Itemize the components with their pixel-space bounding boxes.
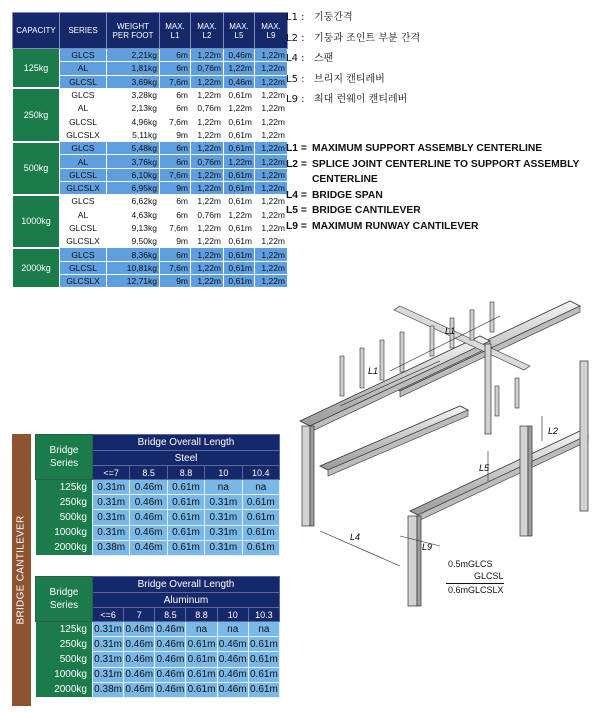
capacity-row [13, 248, 288, 261]
value-cell: 0,61m [224, 115, 255, 128]
value-cell: 0.61m [167, 510, 204, 525]
capacity-table [12, 12, 288, 289]
value-cell: 1,22m [191, 49, 224, 62]
series-cell: GLCSL [60, 115, 107, 128]
value-cell: 0,76m [191, 102, 224, 115]
value-cell: 0.46m [217, 682, 248, 697]
value-cell: 0.31m [205, 495, 242, 510]
value-cell: 1,22m [191, 261, 224, 274]
aluminum-material-label: Aluminum [93, 593, 280, 608]
value-cell: 0,61m [224, 235, 255, 248]
legend-text: BRIDGE CANTILEVER [312, 205, 421, 216]
series-cell: GLCS [60, 49, 107, 62]
value-cell: 4,63kg [107, 208, 160, 221]
dim-label-l2: L2 [548, 426, 559, 436]
value-cell: 0.31m [93, 480, 130, 495]
value-cell: 0.46m [155, 667, 186, 682]
value-cell: 1,22m [255, 155, 288, 168]
legend-item [286, 90, 420, 111]
legend-key: L9 : [286, 94, 305, 105]
value-cell: 1,22m [191, 275, 224, 288]
value-cell: 1,22m [191, 181, 224, 194]
value-cell: 1,22m [191, 75, 224, 88]
value-cell: 1,22m [255, 102, 288, 115]
value-cell: 0.46m [130, 525, 167, 540]
capacity-row [13, 49, 288, 62]
legend-key: L1 = [286, 143, 307, 154]
value-cell: 0.61m [167, 525, 204, 540]
capacity-cell: 250kg [36, 637, 93, 652]
legend-item [286, 141, 600, 157]
value-cell: 0.46m [124, 637, 155, 652]
value-cell: 0.61m [186, 667, 217, 682]
steel-row [36, 510, 280, 525]
capacity-cell: 500kg [36, 652, 93, 667]
steel-series-header: Bridge Series [36, 435, 93, 480]
value-cell: 0.61m [167, 495, 204, 510]
value-cell: 0.31m [93, 495, 130, 510]
steel-row [36, 525, 280, 540]
note-mid-series: GLCSL [474, 571, 504, 581]
value-cell: 0.46m [217, 652, 248, 667]
value-cell: 6m [160, 62, 191, 75]
aluminum-length-header: 8.5 [155, 608, 186, 622]
series-cell: AL [60, 102, 107, 115]
value-cell: 1,22m [191, 142, 224, 155]
note-divider [446, 583, 504, 584]
bridge-cantilever-side-bar [12, 434, 31, 706]
legend-english [286, 141, 600, 234]
value-cell: 0.46m [155, 682, 186, 697]
aluminum-length-header: 7 [124, 608, 155, 622]
capacity-table-body [13, 49, 288, 288]
bridge-cantilever-side-label: BRIDGE CANTILEVER [15, 515, 27, 625]
value-cell: 1,22m [255, 261, 288, 274]
aluminum-series-header: Bridge Series [36, 577, 93, 622]
value-cell: 0.46m [124, 652, 155, 667]
value-cell: 0.46m [130, 510, 167, 525]
value-cell: 1,22m [191, 168, 224, 181]
legend-text: 브리지 캔티레버 [314, 73, 385, 85]
series-note-bottom [448, 585, 504, 595]
dim-label-l9: L9 [422, 542, 433, 552]
series-cell: GLCSLX [60, 181, 107, 194]
value-cell: 0.61m [242, 510, 279, 525]
series-cell: AL [60, 155, 107, 168]
value-cell: 4,96kg [107, 115, 160, 128]
header-max-l2: MAX. L2 [191, 13, 224, 49]
value-cell: 1,22m [191, 128, 224, 141]
legend-text: 스팬 [314, 53, 334, 64]
steel-row [36, 480, 280, 495]
value-cell: 1,22m [224, 208, 255, 221]
steel-length-header: 8.8 [167, 466, 204, 480]
value-cell: 6m [160, 102, 191, 115]
legend-item [286, 49, 420, 70]
value-cell: 0.31m [93, 637, 124, 652]
series-cell: AL [60, 208, 107, 221]
series-cell: GLCSL [60, 75, 107, 88]
steel-cantilever-table [35, 434, 280, 556]
dim-label-l4: L4 [350, 532, 361, 542]
value-cell: 0.61m [242, 525, 279, 540]
aluminum-length-header: 10.3 [248, 608, 279, 622]
legend-item [286, 8, 420, 29]
series-cell: GLCS [60, 195, 107, 208]
value-cell: 0,61m [224, 248, 255, 261]
value-cell: 1,22m [255, 168, 288, 181]
value-cell: 7,6m [160, 75, 191, 88]
value-cell: 1,22m [255, 75, 288, 88]
value-cell: 1,22m [191, 88, 224, 101]
value-cell: 0.46m [217, 637, 248, 652]
series-cell: GLCS [60, 142, 107, 155]
legend-text: 최대 런웨이 캔티레버 [314, 94, 408, 105]
series-cell: GLCS [60, 248, 107, 261]
value-cell: 0.38m [93, 682, 124, 697]
capacity-cell: 2000kg [13, 248, 60, 288]
aluminum-row [36, 622, 280, 637]
value-cell: 10,81kg [107, 261, 160, 274]
value-cell: 0.61m [248, 652, 279, 667]
value-cell: 1,22m [255, 181, 288, 194]
legend-key: L2 : [286, 32, 305, 44]
value-cell: 1,22m [255, 88, 288, 101]
note-bottom-value: 0.6m [448, 585, 469, 595]
value-cell: na [217, 622, 248, 637]
value-cell: 1,22m [255, 221, 288, 234]
legend-text: 기둥과 조인트 부분 간격 [314, 32, 421, 44]
value-cell: 3,69kg [107, 75, 160, 88]
value-cell: 0,46m [224, 49, 255, 62]
series-cell: GLCSLX [60, 128, 107, 141]
note-bottom-series: GLCSLX [468, 585, 504, 595]
value-cell: 1,22m [224, 155, 255, 168]
value-cell: 1,22m [255, 275, 288, 288]
aluminum-cantilever-table [35, 576, 280, 698]
aluminum-table-body [36, 622, 280, 698]
aluminum-row [36, 637, 280, 652]
dim-label-l1-mid: L1 [368, 366, 379, 376]
value-cell: 9m [160, 235, 191, 248]
value-cell: na [242, 480, 279, 495]
capacity-cell: 2000kg [36, 540, 93, 555]
value-cell: 0,61m [224, 168, 255, 181]
value-cell: 0,61m [224, 181, 255, 194]
legend-item [286, 219, 600, 235]
value-cell: 6m [160, 88, 191, 101]
steel-length-header: 10 [205, 466, 242, 480]
value-cell: 6m [160, 142, 191, 155]
value-cell: 0.46m [130, 480, 167, 495]
legend-key: L4 : [286, 53, 305, 64]
value-cell: 0.46m [155, 637, 186, 652]
capacity-cell: 1000kg [13, 195, 60, 248]
steel-table-body [36, 480, 280, 556]
steel-row [36, 540, 280, 555]
legend-text: BRIDGE SPAN [312, 189, 383, 201]
value-cell: 1,22m [255, 115, 288, 128]
value-cell: 1,22m [255, 62, 288, 75]
legend-text: 기둥간격 [314, 12, 353, 23]
value-cell: 0.61m [186, 637, 217, 652]
capacity-cell: 250kg [36, 495, 93, 510]
value-cell: 0.46m [130, 495, 167, 510]
value-cell: 0,76m [191, 155, 224, 168]
value-cell: 0.31m [205, 510, 242, 525]
value-cell: 0,61m [224, 195, 255, 208]
value-cell: 12,71kg [107, 275, 160, 288]
value-cell: 5,48kg [107, 142, 160, 155]
legend-text: MAXIMUM RUNWAY CANTILEVER [312, 220, 479, 232]
value-cell: 1,22m [255, 208, 288, 221]
value-cell: 0,76m [191, 208, 224, 221]
series-cell: GLCSL [60, 221, 107, 234]
value-cell: 0.31m [93, 652, 124, 667]
aluminum-title: Bridge Overall Length [93, 577, 280, 593]
series-cell: AL [60, 62, 107, 75]
header-max-l1: MAX. L1 [160, 13, 191, 49]
value-cell: 0.31m [93, 667, 124, 682]
value-cell: 0,46m [224, 75, 255, 88]
steel-length-header: 8.5 [130, 466, 167, 480]
value-cell: 3,28kg [107, 88, 160, 101]
legend-item [286, 157, 600, 188]
value-cell: 0.31m [205, 525, 242, 540]
value-cell: 0,61m [224, 88, 255, 101]
legend-text: MAXIMUM SUPPORT ASSEMBLY CENTERLINE [312, 143, 543, 154]
note-top-value: 0.5m [448, 559, 469, 569]
legend-key: L5 : [286, 73, 305, 85]
value-cell: 7,6m [160, 168, 191, 181]
value-cell: 1,22m [224, 102, 255, 115]
capacity-row [13, 142, 288, 155]
legend-item [286, 29, 420, 50]
capacity-cell: 1000kg [36, 525, 93, 540]
value-cell: 0.61m [242, 495, 279, 510]
value-cell: 1,22m [255, 248, 288, 261]
steel-length-header: 10.4 [242, 466, 279, 480]
legend-key: L9 = [286, 220, 307, 232]
value-cell: 1,22m [191, 235, 224, 248]
steel-row [36, 495, 280, 510]
series-cell: GLCS [60, 88, 107, 101]
value-cell: 2,21kg [107, 49, 160, 62]
value-cell: na [248, 622, 279, 637]
value-cell: 1,81kg [107, 62, 160, 75]
header-max-l9: MAX. L9 [255, 13, 288, 49]
legend-key: L1 : [286, 12, 305, 23]
value-cell: 6,10kg [107, 168, 160, 181]
value-cell: 0.46m [155, 622, 186, 637]
aluminum-length-header: <=6 [93, 608, 124, 622]
aluminum-row [36, 667, 280, 682]
aluminum-row [36, 652, 280, 667]
legend-item [286, 203, 600, 219]
value-cell: 0,61m [224, 275, 255, 288]
support-columns [302, 344, 588, 606]
header-capacity: CAPACITY [13, 13, 60, 49]
aluminum-length-header: 10 [217, 608, 248, 622]
value-cell: 0.46m [130, 540, 167, 555]
aluminum-row [36, 682, 280, 697]
value-cell: 9m [160, 128, 191, 141]
value-cell: 3,76kg [107, 155, 160, 168]
value-cell: 0.38m [93, 540, 130, 555]
value-cell: 0.61m [248, 667, 279, 682]
value-cell: 1,22m [255, 128, 288, 141]
note-top-series: GLCS [468, 559, 493, 569]
value-cell: 0.46m [217, 667, 248, 682]
capacity-row [13, 88, 288, 101]
value-cell: 2,13kg [107, 102, 160, 115]
value-cell: 0.31m [93, 525, 130, 540]
steel-material-label: Steel [93, 451, 280, 466]
series-cell: GLCSL [60, 168, 107, 181]
legend-key: L4 = [286, 189, 307, 201]
value-cell: 9,13kg [107, 221, 160, 234]
value-cell: 1,22m [191, 115, 224, 128]
value-cell: 7,6m [160, 115, 191, 128]
value-cell: 1,22m [191, 221, 224, 234]
value-cell: 0,61m [224, 142, 255, 155]
value-cell: 1,22m [224, 62, 255, 75]
capacity-cell: 2000kg [36, 682, 93, 697]
value-cell: 1,22m [191, 248, 224, 261]
value-cell: 6m [160, 155, 191, 168]
value-cell: 9m [160, 275, 191, 288]
bridge-cantilever-block [12, 434, 278, 706]
capacity-cell: 1000kg [36, 667, 93, 682]
legend-korean [286, 8, 420, 111]
value-cell: 0.61m [242, 540, 279, 555]
legend-text: SPLICE JOINT CENTERLINE TO SUPPORT ASSEMBLY CENTERLINE [312, 158, 580, 185]
value-cell: 0,61m [224, 261, 255, 274]
value-cell: 6,95kg [107, 181, 160, 194]
value-cell: 6m [160, 195, 191, 208]
value-cell: 1,22m [255, 235, 288, 248]
value-cell: na [186, 622, 217, 637]
value-cell: 0.61m [167, 480, 204, 495]
capacity-cell: 500kg [36, 510, 93, 525]
value-cell: 7,6m [160, 221, 191, 234]
value-cell: 8,36kg [107, 248, 160, 261]
value-cell: 0.46m [124, 667, 155, 682]
steel-length-header: <=7 [93, 466, 130, 480]
series-cell: GLCSLX [60, 275, 107, 288]
value-cell: 1,22m [255, 49, 288, 62]
capacity-cell: 125kg [13, 49, 60, 89]
capacity-cell: 125kg [36, 480, 93, 495]
legend-item [286, 70, 420, 91]
series-cell: GLCSL [60, 261, 107, 274]
value-cell: 5,11kg [107, 128, 160, 141]
header-max-l5: MAX. L5 [224, 13, 255, 49]
capacity-cell: 250kg [13, 88, 60, 141]
legend-key: L2 = [286, 158, 307, 170]
value-cell: 1,22m [255, 142, 288, 155]
value-cell: 6,62kg [107, 195, 160, 208]
capacity-cell: 125kg [36, 622, 93, 637]
value-cell: 0.61m [186, 682, 217, 697]
aluminum-length-header: 8.8 [186, 608, 217, 622]
value-cell: 0.46m [124, 622, 155, 637]
header-weight: WEIGHT PER FOOT [107, 13, 160, 49]
value-cell: 0,76m [191, 62, 224, 75]
value-cell: 0.61m [248, 637, 279, 652]
value-cell: 0.46m [155, 652, 186, 667]
value-cell: 6m [160, 208, 191, 221]
value-cell: 0.46m [124, 682, 155, 697]
value-cell: 0,61m [224, 128, 255, 141]
capacity-cell: 500kg [13, 142, 60, 195]
value-cell: 0.61m [167, 540, 204, 555]
value-cell: 6m [160, 49, 191, 62]
series-cell: GLCSLX [60, 235, 107, 248]
capacity-row [13, 195, 288, 208]
dim-label-l1-top: L1 [445, 326, 456, 336]
steel-title: Bridge Overall Length [93, 435, 280, 451]
header-series: SERIES [60, 13, 107, 49]
value-cell: 1,22m [255, 195, 288, 208]
value-cell: 0.31m [93, 622, 124, 637]
value-cell: 0,61m [224, 221, 255, 234]
value-cell: 9,50kg [107, 235, 160, 248]
legend-item [286, 188, 600, 204]
series-note [448, 559, 493, 569]
value-cell: 9m [160, 181, 191, 194]
value-cell: 7,6m [160, 261, 191, 274]
value-cell: 0.61m [186, 652, 217, 667]
value-cell: 1,22m [191, 195, 224, 208]
value-cell: na [205, 480, 242, 495]
legend-key: L5 = [286, 205, 307, 216]
dim-label-l5: L5 [479, 463, 490, 473]
value-cell: 0.31m [205, 540, 242, 555]
value-cell: 0.31m [93, 510, 130, 525]
value-cell: 0.61m [248, 682, 279, 697]
value-cell: 6m [160, 248, 191, 261]
crane-structure-diagram [280, 266, 600, 616]
capacity-table-header [13, 13, 288, 49]
